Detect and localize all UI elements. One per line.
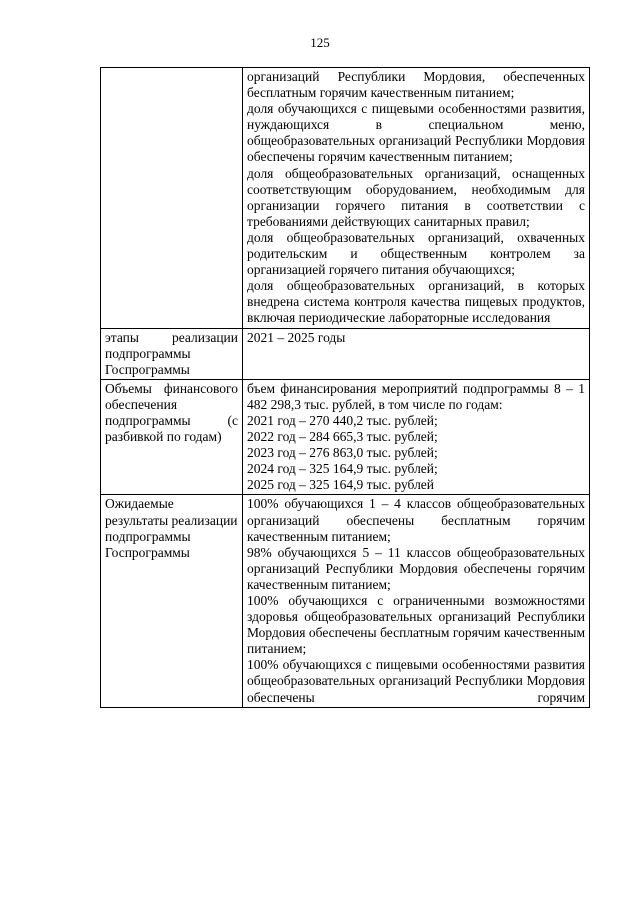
paragraph: 2024 год – 325 164,9 тыс. рублей; bbox=[247, 461, 438, 477]
row-label-text: Ожидаемые результаты реализации подпрограммы Госпрограммы bbox=[105, 496, 238, 560]
row-label-text: этапы реализации подпрограммы Госпрограммы bbox=[105, 329, 238, 377]
row-label-text: Объемы финансового обеспечения подпрограммы (с разбивкой по годам) bbox=[105, 380, 238, 445]
paragraph: 2022 год – 284 665,3 тыс. рублей; bbox=[247, 429, 438, 445]
paragraph: бъем финансирования мероприятий подпрограммы 8 – 1 482 298,3 тыс. рублей, в том числе по годам: bbox=[247, 380, 585, 412]
row-label bbox=[101, 328, 243, 379]
paragraph: 2021 год – 270 440,2 тыс. рублей; bbox=[247, 412, 438, 428]
row-content bbox=[243, 379, 590, 495]
paragraph: доля общеобразовательных организаций, оснащенных соответствующим оборудованием, необходимым для организации горячего питания в соответствии с требованиями действующих санитарных правил; bbox=[247, 165, 585, 229]
paragraph: 100% обучающихся с ограниченными возможностями здоровья общеобразовательных организаций Республики Мордовия обеспечены бесплатным горячим качественным питанием; bbox=[247, 593, 585, 657]
row-label bbox=[101, 379, 243, 495]
paragraph: доля общеобразовательных организаций, охваченных родительским и общественным контролем за организацией горячего питания обучающихся; bbox=[247, 229, 585, 278]
paragraph: доля обучающихся с пищевыми особенностями развития, нуждающихся в специальном меню, общеобразовательных организаций Республики Мордовия обеспечены горячим качественным питанием; bbox=[247, 101, 585, 165]
paragraph: 2023 год – 276 863,0 тыс. рублей; bbox=[247, 445, 438, 461]
row-label bbox=[101, 495, 243, 707]
table-row bbox=[101, 328, 590, 379]
paragraph: 100% обучающихся с пищевыми особенностями развития общеобразовательных организаций Республики Мордовия обеспечены горячим bbox=[247, 657, 585, 705]
paragraph: 100% обучающихся 1 – 4 классов общеобразовательных организаций обеспечены бесплатным горячим качественным питанием; bbox=[247, 496, 585, 544]
row-content bbox=[243, 68, 590, 329]
page-number: 125 bbox=[310, 35, 330, 50]
row-content bbox=[243, 328, 590, 379]
table-row bbox=[101, 495, 590, 707]
table-row bbox=[101, 379, 590, 495]
paragraph: организаций Республики Мордовия, обеспеченных бесплатным горячим качественным питанием; bbox=[247, 69, 585, 101]
passport-table bbox=[100, 67, 590, 708]
row-content bbox=[243, 495, 590, 707]
table-row bbox=[101, 68, 590, 329]
paragraph: доля общеобразовательных организаций, в которых внедрена система контроля качества пищевых продуктов, включая периодические лабораторные исследования bbox=[247, 278, 585, 326]
paragraph: 2021 – 2025 годы bbox=[247, 329, 346, 345]
row-label bbox=[101, 68, 243, 329]
paragraph: 98% обучающихся 5 – 11 классов общеобразовательных организаций Республики Мордовия обеспечены горячим качественным питанием; bbox=[247, 544, 585, 592]
paragraph: 2025 год – 325 164,9 тыс. рублей bbox=[247, 477, 435, 493]
